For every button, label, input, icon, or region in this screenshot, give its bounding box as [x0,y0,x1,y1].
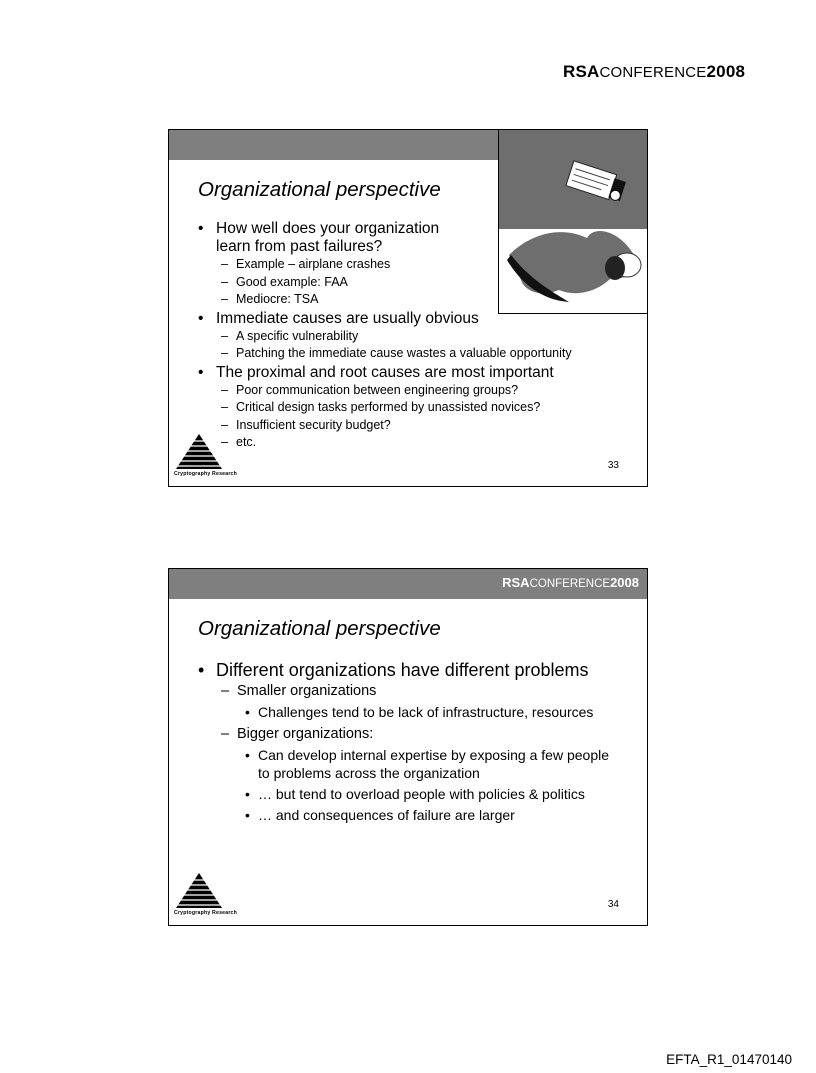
slide-33 [168,129,648,487]
slide-number: 34 [607,899,619,910]
sub-item: – Good example: FAA [221,274,466,292]
logo-caption: Cryptography Research [174,471,238,477]
sub-item: – Mediocre: TSA [221,291,466,309]
sub-item: – Patching the immediate cause wastes a valuable opportunity [221,345,628,363]
sub-item: – etc. [221,434,628,452]
sub-sub-item: • … but tend to overload people with policies & politics [245,785,615,803]
sub-item: – Insufficient security budget? [221,417,628,435]
sub-item [221,681,628,721]
logo-caption: Cryptography Research [174,910,238,916]
slide-header-bar [169,569,647,599]
slide-title: Organizational perspective [198,178,441,201]
bullet-text: Different organizations have different problems [216,660,589,680]
bullet-text: Immediate causes are usually obvious [216,309,479,327]
sub-sub-list [237,746,615,824]
sub-sub-item: • Can develop internal expertise by exposing a few people to problems across the organization [245,746,615,782]
sub-list [216,328,628,363]
slide-conference-logo [502,575,639,590]
bullet-text: The proximal and root causes are most important [216,363,554,381]
cryptography-research-logo [174,433,238,477]
logo-year: 2008 [610,575,639,590]
slide-34 [168,568,648,926]
bullet-item [198,659,628,824]
logo-conference: CONFERENCE [529,578,611,590]
document-id: EFTA_R1_01470140 [666,1052,792,1067]
sub-item: – Example – airplane crashes [221,256,466,274]
sub-item: – Poor communication between engineering groups? [221,382,628,400]
logo-year: 2008 [706,62,746,81]
bullet-item [198,220,466,309]
sub-list [216,382,628,452]
conference-logo [563,62,745,82]
bullet-list [198,659,628,827]
bullet-text: How well does your organization learn from past failures? [216,220,440,255]
logo-rsa: RSA [502,575,530,590]
slide-title: Organizational perspective [198,617,441,640]
sub-list [216,256,466,309]
sub-sub-item: • Challenges tend to be lack of infrastructure, resources [245,703,628,721]
slide-number: 33 [607,460,619,471]
sub-list [216,681,628,824]
pyramid-icon [174,872,224,910]
logo-conference: CONFERENCE [599,64,707,81]
bullet-item [198,310,628,363]
sub-item-text: Smaller organizations [237,683,377,699]
logo-rsa: RSA [563,62,600,81]
bullet-list [198,220,628,453]
sub-item: – A specific vulnerability [221,328,628,346]
sub-sub-item: • … and consequences of failure are larger [245,806,615,824]
bullet-item [198,364,628,452]
sub-sub-list [237,703,628,721]
cryptography-research-logo [174,872,238,916]
pyramid-icon [174,433,224,471]
sub-item [221,724,628,824]
sub-item-text: Bigger organizations: [237,726,374,742]
sub-item: – Critical design tasks performed by unassisted novices? [221,399,628,417]
